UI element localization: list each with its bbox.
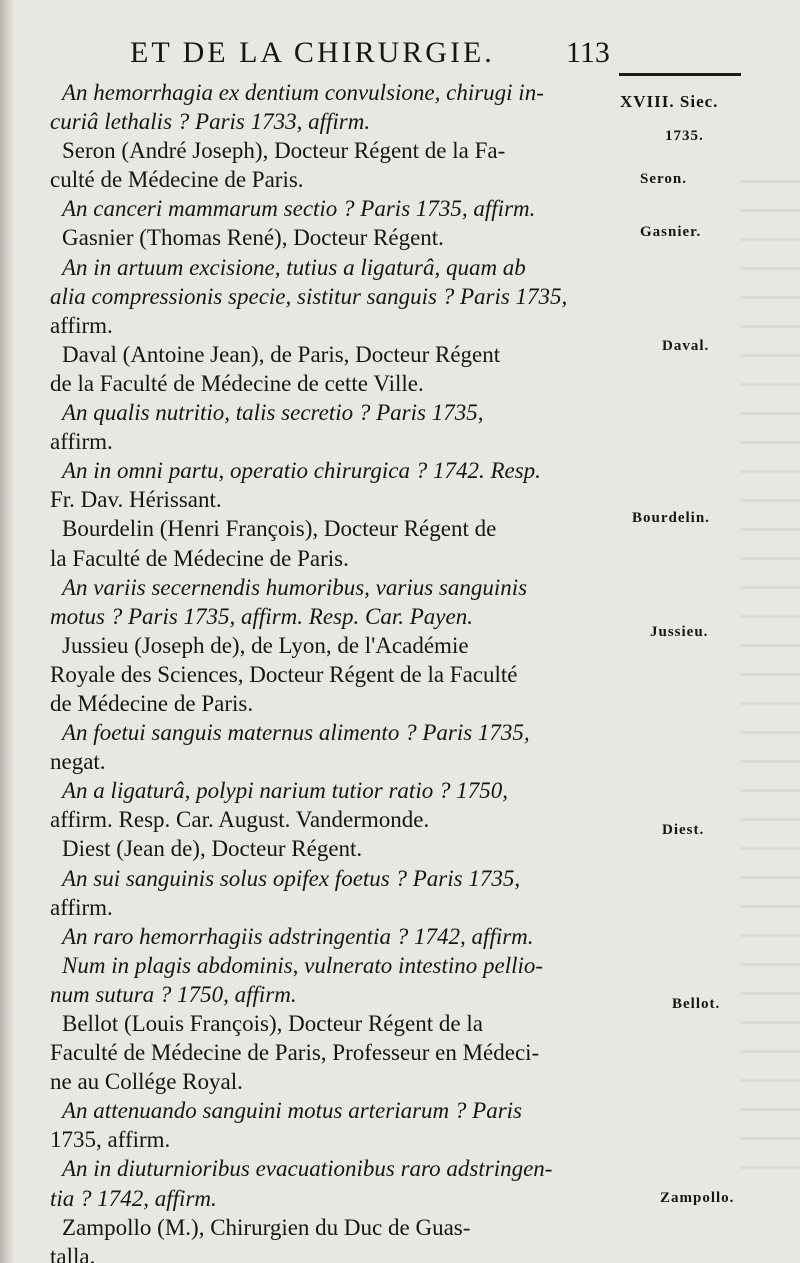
text-line: tia ? 1742, affirm.	[50, 1185, 217, 1211]
text-line: curiâ lethalis ? Paris 1733, affirm.	[50, 109, 371, 135]
margin-note-bourdelin: Bourdelin.	[632, 510, 710, 526]
text-line: An in omni partu, operatio chirurgica ? 1742. Resp.	[62, 458, 541, 484]
text-line: talla.	[50, 1243, 96, 1263]
text-line: negat.	[50, 749, 106, 775]
text-line: Royale des Sciences, Docteur Régent de la Faculté	[50, 661, 518, 687]
text-line: An sui sanguinis solus opifex foetus ? Paris 1735,	[62, 865, 521, 891]
text-line: An raro hemorrhagiis adstringentia ? 1742, affirm.	[62, 923, 534, 949]
text-line: motus ? Paris 1735, affirm. Resp. Car. Payen.	[50, 603, 473, 629]
margin-note-century: XVIII. Siec.	[620, 92, 719, 111]
text-line: Bellot (Louis François), Docteur Régent de la	[62, 1011, 483, 1036]
text-line: Diest (Jean de), Docteur Régent.	[62, 836, 363, 862]
text-line: la Faculté de Médecine de Paris.	[50, 545, 349, 571]
margin-note-zampollo: Zampollo.	[660, 1190, 735, 1206]
text-line: An a ligaturâ, polypi narium tutior ratio ? 1750,	[62, 778, 508, 804]
text-line: Faculté de Médecine de Paris, Professeur en Médeci-	[50, 1040, 540, 1066]
margin-rule	[619, 73, 741, 76]
text-line: Daval (Antoine Jean), de Paris, Docteur Régent	[62, 341, 501, 367]
header-title: ET DE LA CHIRURGIE.	[130, 36, 495, 69]
page-edge-shadow	[0, 0, 14, 1263]
text-line: An hemorrhagia ex dentium convulsione, chirugi in-	[62, 80, 544, 105]
text-line: alia compressionis specie, sistitur sanguis ? Paris 1735,	[50, 283, 568, 309]
text-line: ne au Collége Royal.	[50, 1069, 243, 1095]
text-line: Bourdelin (Henri François), Docteur Régent de	[62, 516, 497, 542]
text-line: An attenuando sanguini motus arteriarum ? Paris	[62, 1098, 523, 1124]
text-line: An in artuum excisione, tutius a ligaturâ, quam ab	[62, 254, 526, 280]
text-line: de la Faculté de Médecine de cette Ville.	[50, 370, 424, 396]
text-line: An foetui sanguis maternus alimento ? Paris 1735,	[62, 720, 530, 746]
margin-note-jussieu: Jussieu.	[650, 624, 709, 640]
margin-note-gasnier: Gasnier.	[640, 224, 702, 240]
margin-note-daval: Daval.	[662, 338, 710, 354]
text-line: Gasnier (Thomas René), Docteur Régent.	[62, 225, 444, 251]
text-line: num sutura ? 1750, affirm.	[50, 981, 297, 1007]
text-line: de Médecine de Paris.	[50, 690, 254, 716]
text-line: An qualis nutritio, talis secretio ? Paris 1735,	[62, 400, 484, 426]
text-line: Num in plagis abdominis, vulnerato intestino pellio-	[62, 952, 544, 978]
text-line: affirm.	[50, 312, 113, 338]
text-line: affirm.	[50, 894, 113, 920]
text-line: 1735, affirm.	[50, 1127, 171, 1153]
running-header	[0, 26, 800, 76]
margin-note-bellot: Bellot.	[672, 996, 721, 1012]
body-text	[50, 78, 650, 1263]
text-line: An variis secernendis humoribus, varius sanguinis	[62, 574, 528, 600]
margin-note-diest: Diest.	[662, 822, 705, 838]
text-line: An canceri mammarum sectio ? Paris 1735, affirm.	[62, 196, 536, 222]
margin-note-year: 1735.	[665, 128, 704, 144]
text-line: Seron (André Joseph), Docteur Régent de la Fa-	[62, 138, 506, 164]
text-line: Fr. Dav. Hérissant.	[50, 487, 222, 513]
text-line: An in diuturnioribus evacuationibus raro adstringen-	[62, 1156, 553, 1182]
margin-note-seron: Seron.	[640, 171, 687, 187]
text-line: affirm. Resp. Car. August. Vandermonde.	[50, 807, 430, 833]
text-line: Jussieu (Joseph de), de Lyon, de l'Académie	[62, 632, 469, 658]
text-line: affirm.	[50, 429, 113, 455]
show-through-text	[740, 180, 800, 1180]
page-number: 113	[566, 36, 610, 69]
text-line: Zampollo (M.), Chirurgien du Duc de Guas-	[62, 1214, 471, 1240]
text-line: culté de Médecine de Paris.	[50, 167, 304, 193]
